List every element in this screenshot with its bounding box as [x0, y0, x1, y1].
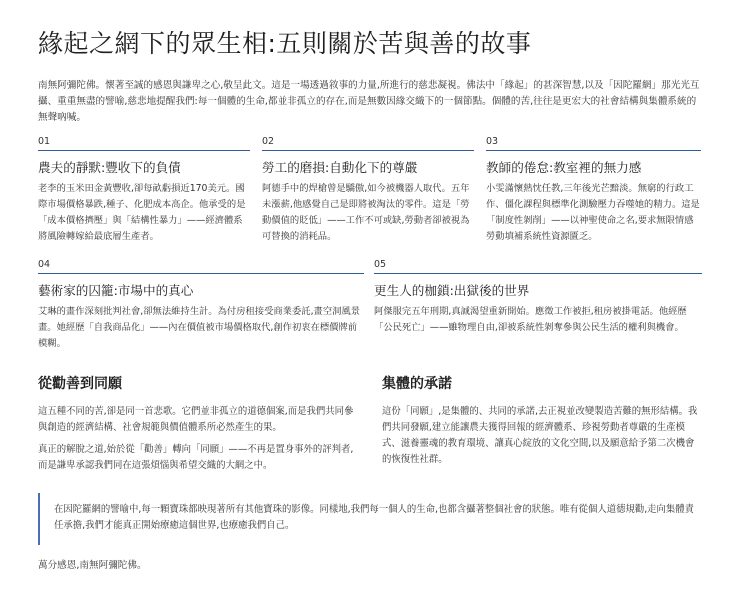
card-title: 農夫的靜默:豐收下的負債: [38, 160, 181, 175]
story-card-farmer: [38, 136, 250, 245]
card-number: 02: [262, 136, 474, 151]
story-card-worker: [262, 136, 474, 245]
card-body: 阿傑服完五年刑期,真誠渴望重新開始。應徵工作被拒,租房被掛電話。他經歷「公民死亡」——雖物理自由,卻被系統性剝奪參與公民生活的權利與機會。: [374, 306, 687, 333]
section-paragraph: 這份「同願」,是集體的、共同的承諾,去正視並改變製造苦難的無形結構。我們共同發願,建立能讓農夫獲得回報的經濟體系、珍視勞動者尊嚴的生產模式、滋養靈魂的教育環境、讓真心綻放的文化空間,以及願意給予第二次機會的恢復性社群。: [382, 406, 698, 465]
card-body: 老李的玉米田金黃豐收,卻每畝虧損近170美元。國際市場價格暴跌,種子、化肥成本高企。他承受的是「成本價格擠壓」與「結構性暴力」——經濟體系將風險轉嫁給最底層生產者。: [38, 183, 246, 242]
intro-paragraph: 南無阿彌陀佛。懷著至誠的感恩與謙卑之心,敬呈此文。這是一場透過敘事的力量,所進行的慈悲凝視。佛法中「緣起」的甚深智慧,以及「因陀羅網」那光光互攝、重重無盡的譬喻,慈悲地提醒我們:每一個體的生命,都並非孤立的存在,而是無數因緣交織下的一個節點。個體的苦,往往是更宏大的社會結構與集體系統的無聲吶喊。: [38, 80, 700, 123]
card-body: 小雯滿懷熱忱任教,三年後光芒黯淡。無窮的行政工作、僵化課程與標準化測驗壓力吞噬她的精力。這是「制度性剝削」——以神聖使命之名,要求無限情感勞動填補系統性資源匱乏。: [486, 183, 700, 242]
card-title: 更生人的枷鎖:出獄後的世界: [374, 283, 530, 298]
card-title: 藝術家的囚籠:市場中的真心: [38, 283, 194, 298]
card-number: 04: [38, 259, 364, 274]
story-card-ex-offender: [374, 259, 702, 336]
story-card-artist: [38, 259, 364, 352]
card-number: 03: [486, 136, 701, 151]
card-number: 01: [38, 136, 250, 151]
page-title: 緣起之網下的眾生相:五則關於苦與善的故事: [38, 29, 532, 58]
closing-line: 萬分感恩,南無阿彌陀佛。: [38, 560, 147, 571]
card-title: 勞工的磨損:自動化下的尊嚴: [262, 160, 418, 175]
card-number: 05: [374, 259, 702, 274]
card-body: 阿德手中的焊槍曾是驕傲,如今被機器人取代。五年未漲薪,他感覺自己是即將被淘汰的零件。這是「勞動價值的貶低」——工作不可或缺,勞動者卻被視為可替換的消耗品。: [262, 183, 470, 242]
section-title-shared-vow: 從勸善到同願: [38, 376, 122, 392]
card-body: 艾琳的畫作深刻批判社會,卻無法維持生計。為付房租接受商業委託,畫空洞風景畫。她經歷「自我商品化」——內在價值被市場價格取代,創作初衷在標價牌前模糊。: [38, 306, 361, 349]
card-title: 教師的倦怠:教室裡的無力感: [486, 160, 642, 175]
section-paragraph: 這五種不同的苦,卻是同一首悲歌。它們並非孤立的道德個案,而是我們共同參與創造的經濟結構、社會規範與價值體系所必然產生的果。: [38, 406, 354, 433]
story-card-teacher: [486, 136, 701, 245]
indra-net-quote: 在因陀羅網的譬喻中,每一顆寶珠都映現著所有其他寶珠的影像。同樣地,我們每一個人的生命,也都含攝著整個社會的狀態。唯有從個人道德規勸,走向集體責任承擔,我們才能真正開始療癒這個世界,也療癒我們自己。: [38, 493, 698, 545]
section-title-collective-commitment: 集體的承諾: [382, 376, 452, 392]
section-paragraph: 真正的解脫之道,始於從「勸善」轉向「同願」——不再是置身事外的評判者,而是謙卑承認我們同在這張煩惱與希望交織的大網之中。: [38, 444, 354, 471]
